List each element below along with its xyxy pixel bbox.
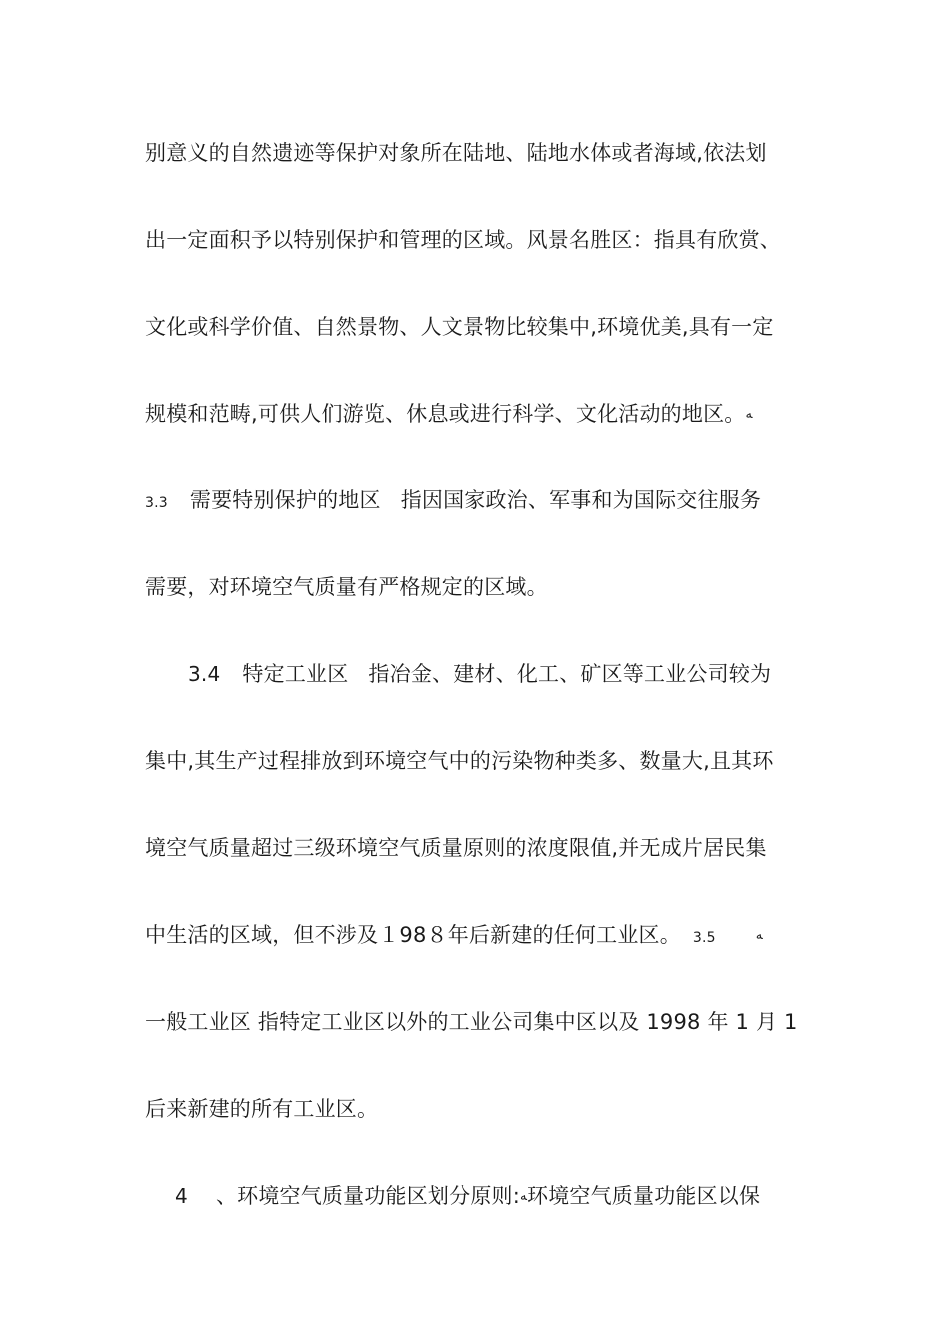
section-number: 3.3	[145, 495, 168, 511]
section-number: 4	[175, 1184, 188, 1208]
text-line-4: 规模和范畴,可供人们游览、休息或进行科学、文化活动的地区。ﻪ	[145, 394, 825, 434]
paragraph-mark: ﻪ	[520, 1189, 527, 1204]
text-line-8: 中生活的区域，但不涉及１98８年后新建的任何工业区。 3.5 ﻪ	[145, 915, 825, 955]
section-3-3-heading: 3.3 需要特别保护的地区 指因国家政治、军事和为国际交往服务	[145, 480, 825, 520]
section-title: 特定工业区	[242, 662, 349, 686]
text-line-2: 出一定面积予以特别保护和管理的区域。风景名胜区：指具有欣赏、	[145, 228, 781, 252]
text-line-5: 需要，对环境空气质量有严格规定的区域。	[145, 575, 548, 599]
paragraph-mark: ﻪ	[745, 407, 753, 422]
text-line-1: 别意义的自然遗迹等保护对象所在陆地、陆地水体或者海域,依法划	[145, 141, 767, 165]
section-number: 3.4	[188, 662, 221, 686]
text-line-7: 境空气质量超过三级环境空气质量原则的浓度限值,并无成片居民集	[145, 836, 767, 860]
section-4-heading: 4 、环境空气质量功能区划分原则:ﻪ环境空气质量功能区以保	[175, 1176, 825, 1216]
section-3-4-heading: 3.4 特定工业区 指冶金、建材、化工、矿区等工业公司较为	[188, 654, 828, 694]
text-line-3: 文化或科学价值、自然景物、人文景物比较集中,环境优美,具有一定	[145, 315, 774, 339]
text-line-9: 一般工业区 指特定工业区以外的工业公司集中区以及 1998 年 1 月 1	[145, 1010, 798, 1034]
section-number: 3.5	[692, 930, 716, 946]
paragraph-mark: ﻪ	[755, 928, 763, 943]
text-line-6: 集中,其生产过程排放到环境空气中的污染物种类多、数量大,且其环	[145, 749, 774, 773]
text-line-10: 后来新建的所有工业区。	[145, 1097, 379, 1121]
section-title: 需要特别保护的地区	[189, 488, 381, 512]
